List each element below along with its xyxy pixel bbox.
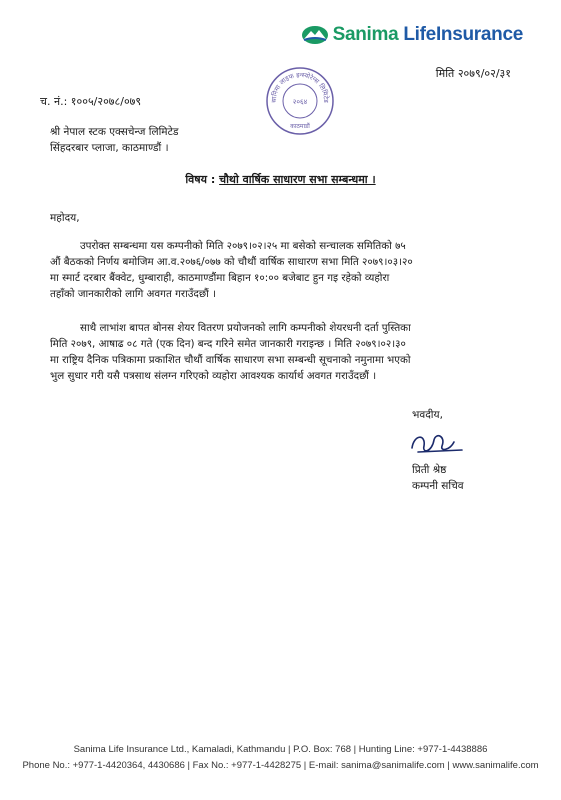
paragraph-line: भुल सुधार गरी यसै पत्रसाथ संलग्न गरिएको व्यहोरा आवश्यक कार्यार्थ अवगत गराउँदछौं । <box>50 370 377 382</box>
body-paragraph-2 <box>50 320 520 384</box>
addressee-block <box>50 124 178 156</box>
addressee-name: श्री नेपाल स्टक एक्सचेन्ज लिमिटेड <box>50 126 179 138</box>
signer-name: प्रिती श्रेष्ठ <box>412 464 447 476</box>
logo-text: Sanima LifeInsurance <box>332 24 523 45</box>
mountain-logo-icon <box>301 25 329 45</box>
addressee-address: सिंहदरबार प्लाजा, काठमाण्डौं । <box>50 142 169 154</box>
footer-address-line: Sanima Life Insurance Ltd., Kamaladi, Kathmandu | P.O. Box: 768 | Hunting Line: +977-1-4438886 <box>73 744 488 755</box>
paragraph-line: औं बैठकको निर्णय बमोजिम आ.व.२०७६/०७७ को चौथौं वार्षिक साधारण सभा मिति २०७९।०३।२० <box>50 256 413 268</box>
company-logo <box>301 24 523 46</box>
signer-title: कम्पनी सचिव <box>412 480 464 492</box>
signer-block <box>412 462 464 494</box>
handwritten-signature <box>404 428 474 458</box>
svg-text:सानिमा लाइफ इन्स्योरेन्स लिमिट: सानिमा लाइफ इन्स्योरेन्स लिमिटेड <box>269 70 331 103</box>
body-paragraph-1 <box>50 238 520 302</box>
paragraph-line: साथै लाभांश बापत बोनस शेयर वितरण प्रयोजनको लागि कम्पनीको शेयरधनी दर्ता पुस्तिका <box>80 322 411 334</box>
salutation: महोदय, <box>50 212 80 224</box>
paragraph-line: मा स्मार्ट दरबार बैंक्वेट, धुम्बाराही, काठमाण्डौंमा बिहान १०:०० बजेबाट हुन गइ रहेको व्यहोरा <box>50 272 390 284</box>
svg-text:काठमाडौं: काठमाडौं <box>290 123 310 130</box>
subject-text: चौथो वार्षिक साधारण सभा सम्बन्धमा । <box>219 173 376 186</box>
paragraph-line: उपरोक्त सम्बन्धमा यस कम्पनीको मिति २०७९।०२।२५ मा बसेको सन्चालक समितिको ७५ <box>80 240 406 252</box>
subject-line <box>0 172 561 187</box>
footer-contact-line: Phone No.: +977-1-4420364, 4430686 | Fax No.: +977-1-4428275 | E-mail: sanima@sanimalife.com | www.sanimalife.com <box>22 760 539 771</box>
company-seal-stamp <box>265 66 335 136</box>
paragraph-line: मा राष्ट्रिय दैनिक पत्रिकामा प्रकाशित चौथौं वार्षिक साधारण सभा सम्बन्धी सूचनाको नमुनामा भएको <box>50 354 411 366</box>
subject-label: विषय : <box>185 173 220 186</box>
paragraph-line: मिति २०७९, आषाढ ०८ गते (एक दिन) बन्द गरिने समेत जानकारी गराइन्छ । मिति २०७९।०२।३० <box>50 338 406 350</box>
paragraph-line: तहाँको जानकारीको लागि अवगत गराउँदछौं । <box>50 288 216 300</box>
reference-number: च. नं.: १००५/२०७८/०७९ <box>40 95 142 108</box>
letter-date: मिति २०७९/०२/३१ <box>435 67 511 80</box>
closing-phrase: भवदीय, <box>412 409 443 421</box>
svg-text:२०६४: २०६४ <box>292 98 308 106</box>
